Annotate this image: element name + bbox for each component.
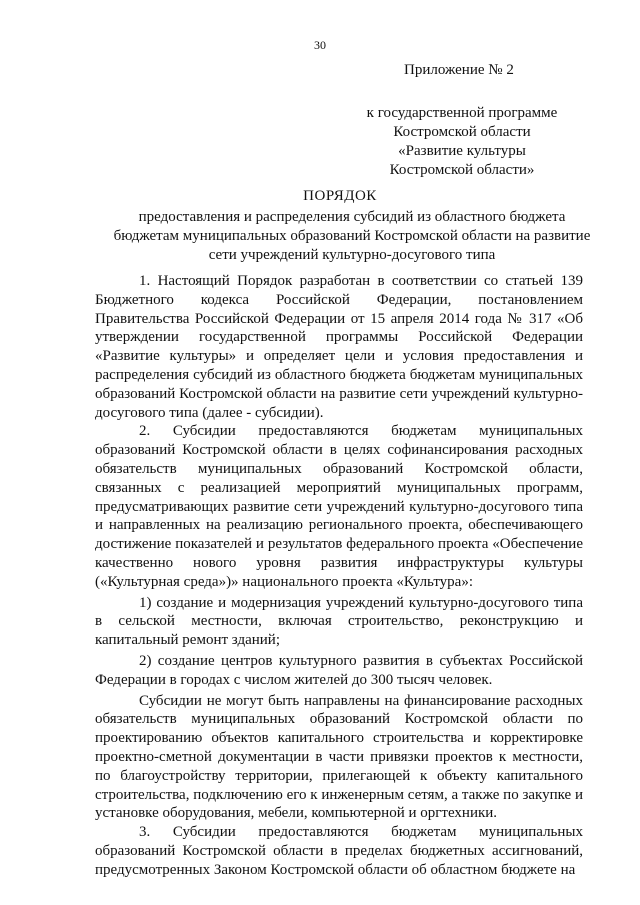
document-body — [95, 272, 583, 880]
approval-line: «Развитие культуры — [398, 143, 526, 159]
paragraph: 3. Субсидии предоставляются бюджетам муниципальных образований Костромской области в пределах бюджетных ассигнований, предусмотренных Законом Костромской области об областном бюджете на — [95, 824, 583, 878]
paragraph: Субсидии не могут быть направлены на финансирование расходных обязательств муниципальных образований Костромской области по проектированию объектов капитального строительства и корректировке проектно-сметной документации в части привязки проектов к местности, по благоустройству территории, прилегающей к объекту капитального строительства, подключению его к инженерным сетям, а также по закупке и установке оборудования, мебели, компьютерной и оргтехники. — [95, 692, 583, 822]
approval-line: Костромской области» — [389, 162, 535, 178]
document-subtitle: предоставления и распределения субсидий из областного бюджета бюджетам муниципальных образований Костромской области на развитие сети учреждений культурно-досугового типа — [113, 209, 591, 263]
approval-line: Костромской области — [393, 124, 531, 140]
paragraph: 2. Субсидии предоставляются бюджетам муниципальных образований Костромской области в целях софинансирования расходных обязательств муниципальных образований Костромской области, связанных с реализацией мероприятий муниципальных программ, предусматривающих развитие сети учреждений культурно-досугового типа и направленных на реализацию регионального проекта, обеспечивающего достижение показателей и результатов федерального проекта «Обеспечение качественно нового уровня развития инфраструктуры культуры («Культурная среда»)» национального проекта «Культура»: — [95, 423, 583, 590]
approval-block — [355, 104, 569, 180]
appendix-label: Приложение № 2 — [404, 62, 514, 78]
paragraph: 1) создание и модернизация учреждений культурно-досугового типа в сельской местности, включая строительство, реконструкцию и капитальный ремонт зданий; — [95, 594, 583, 649]
document-title: ПОРЯДОК — [303, 188, 377, 204]
paragraph: 1. Настоящий Порядок разработан в соответствии со статьей 139 Бюджетного кодекса Российской Федерации, постановлением Правительства Российской Федерации от 15 апреля 2014 года № 317 «Об утверждении государственной программы Российской Федерации «Развитие культуры» и определяет цели и условия предоставления и распределения субсидий из областного бюджета бюджетам муниципальных образований Костромской области на развитие сети учреждений культурно-досугового типа (далее - субсидии). — [95, 273, 583, 421]
approval-line: к государственной программе — [366, 105, 558, 121]
paragraph: 2) создание центров культурного развития в субъектах Российской Федерации в городах с числом жителей до 300 тысяч человек. — [95, 652, 583, 688]
page-number: 30 — [314, 38, 326, 52]
